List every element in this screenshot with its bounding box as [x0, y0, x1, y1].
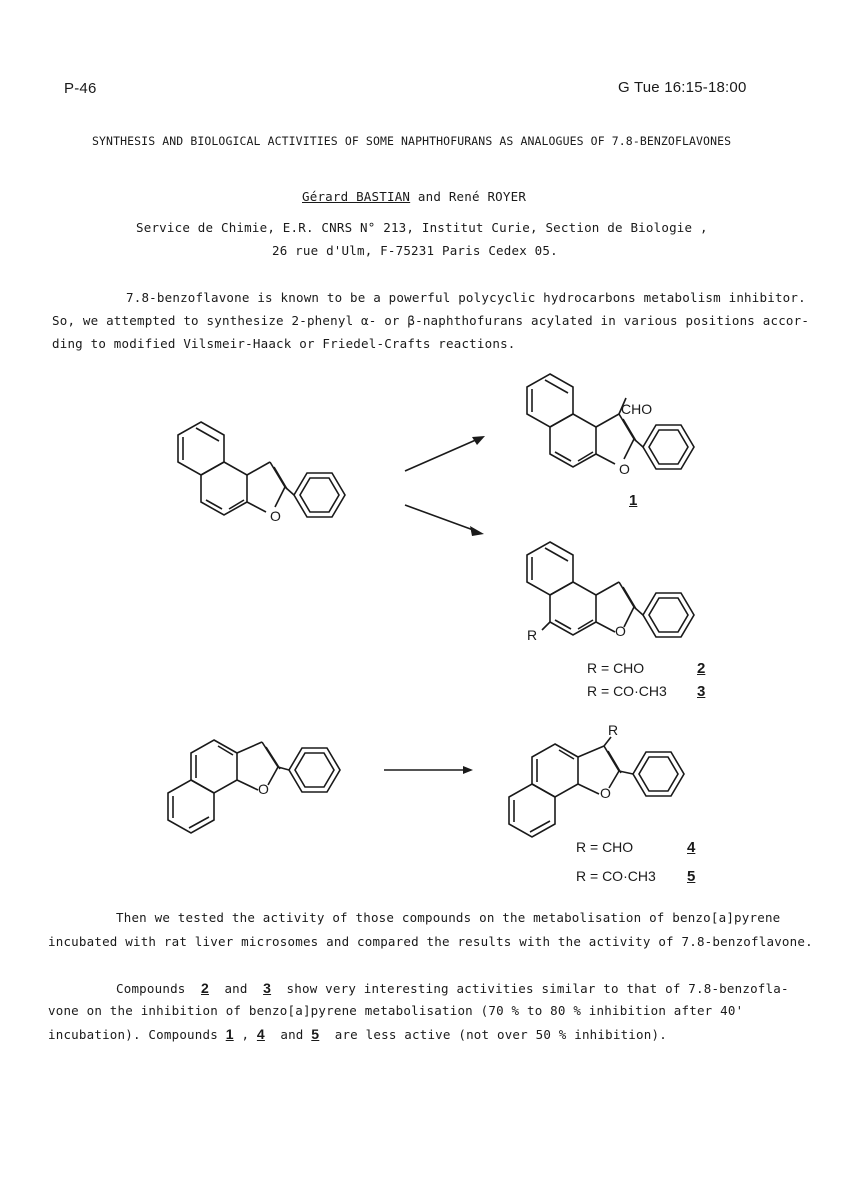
- compound-number-5: 5: [687, 868, 696, 885]
- text-run: are less active (not over 50 % inhibition).: [334, 1027, 667, 1042]
- coauthor: René ROYER: [448, 189, 527, 204]
- affiliation-line-2: 26 rue d'Ulm, F-75231 Paris Cedex 05.: [272, 243, 558, 258]
- legend-r-cho-4: R = CHO: [576, 839, 634, 855]
- results-line-1: Then we tested the activity of those compounds on the metabolisation of benzo[a]pyrene: [116, 910, 781, 925]
- conclusion-line-1: [116, 980, 789, 996]
- text-run: and: [224, 981, 248, 996]
- results-line-2: incubated with rat liver microsomes and compared the results with the activity of 7.8-benzoflavone.: [48, 934, 813, 949]
- furan-oxygen-label: O: [615, 623, 626, 639]
- legend-r-cho-2: R = CHO: [587, 660, 645, 676]
- intro-line-2: So, we attempted to synthesize 2-phenyl α- or β-naphthofurans acylated in various positions accor-: [52, 313, 810, 328]
- legend-r-acetyl-3: R = CO·CH3: [587, 683, 667, 699]
- cho-label: CHO: [621, 401, 653, 417]
- furan-oxygen-label: O: [270, 508, 281, 524]
- compound-number-3: 3: [697, 683, 706, 700]
- compound-number-2: 2: [697, 660, 706, 677]
- page-code: P-46: [64, 80, 97, 97]
- inline-compound-1: 1: [225, 1026, 234, 1042]
- legend-r-acetyl-5: R = CO·CH3: [576, 868, 656, 884]
- conclusion-line-2: vone on the inhibition of benzo[a]pyrene metabolisation (70 % to 80 % inhibition after 40': [48, 1003, 744, 1018]
- arrow-to-1: [405, 436, 485, 471]
- paper-title: SYNTHESIS AND BIOLOGICAL ACTIVITIES OF SOME NAPHTHOFURANS AS ANALOGUES OF 7.8-BENZOFLAVONES: [92, 134, 732, 148]
- affiliation-line-1: Service de Chimie, E.R. CNRS N° 213, Institut Curie, Section de Biologie ,: [136, 220, 708, 235]
- product-2-3-structure: [527, 542, 694, 643]
- author-joiner: and: [410, 189, 449, 204]
- text-run: and: [280, 1027, 304, 1042]
- start-beta-naphthofuran: [178, 422, 345, 524]
- product-4-5-structure: [509, 722, 684, 837]
- text-run: show very interesting activities similar to that of 7.8-benzofla-: [286, 981, 789, 996]
- r-substituent-label: R: [608, 722, 619, 738]
- compound-number-1: 1: [629, 492, 638, 509]
- start-alpha-naphthofuran: [168, 740, 340, 833]
- arrow-to-4-5: [384, 766, 473, 774]
- product-1-structure: [527, 374, 694, 477]
- inline-compound-2: 2: [200, 980, 209, 996]
- inline-compound-4: 4: [256, 1026, 265, 1042]
- furan-oxygen-label: O: [600, 785, 611, 801]
- session-info: G Tue 16:15-18:00: [618, 79, 747, 96]
- furan-oxygen-label: O: [258, 781, 269, 797]
- text-run: Compounds: [116, 981, 186, 996]
- inline-compound-3: 3: [263, 980, 272, 996]
- text-run: incubation). Compounds: [48, 1027, 218, 1042]
- arrow-to-2-3: [405, 505, 484, 536]
- conclusion-line-3: [48, 1026, 667, 1042]
- text-run: ,: [241, 1027, 250, 1042]
- presenting-author: Gérard BASTIAN: [302, 189, 411, 204]
- inline-compound-5: 5: [311, 1026, 320, 1042]
- compound-number-4: 4: [687, 839, 696, 856]
- furan-oxygen-label: O: [619, 461, 630, 477]
- intro-line-1: 7.8-benzoflavone is known to be a powerful polycyclic hydrocarbons metabolism inhibitor.: [126, 290, 806, 305]
- r-substituent-label: R: [527, 627, 538, 643]
- intro-line-3: ding to modified Vilsmeir-Haack or Friedel-Crafts reactions.: [52, 336, 516, 351]
